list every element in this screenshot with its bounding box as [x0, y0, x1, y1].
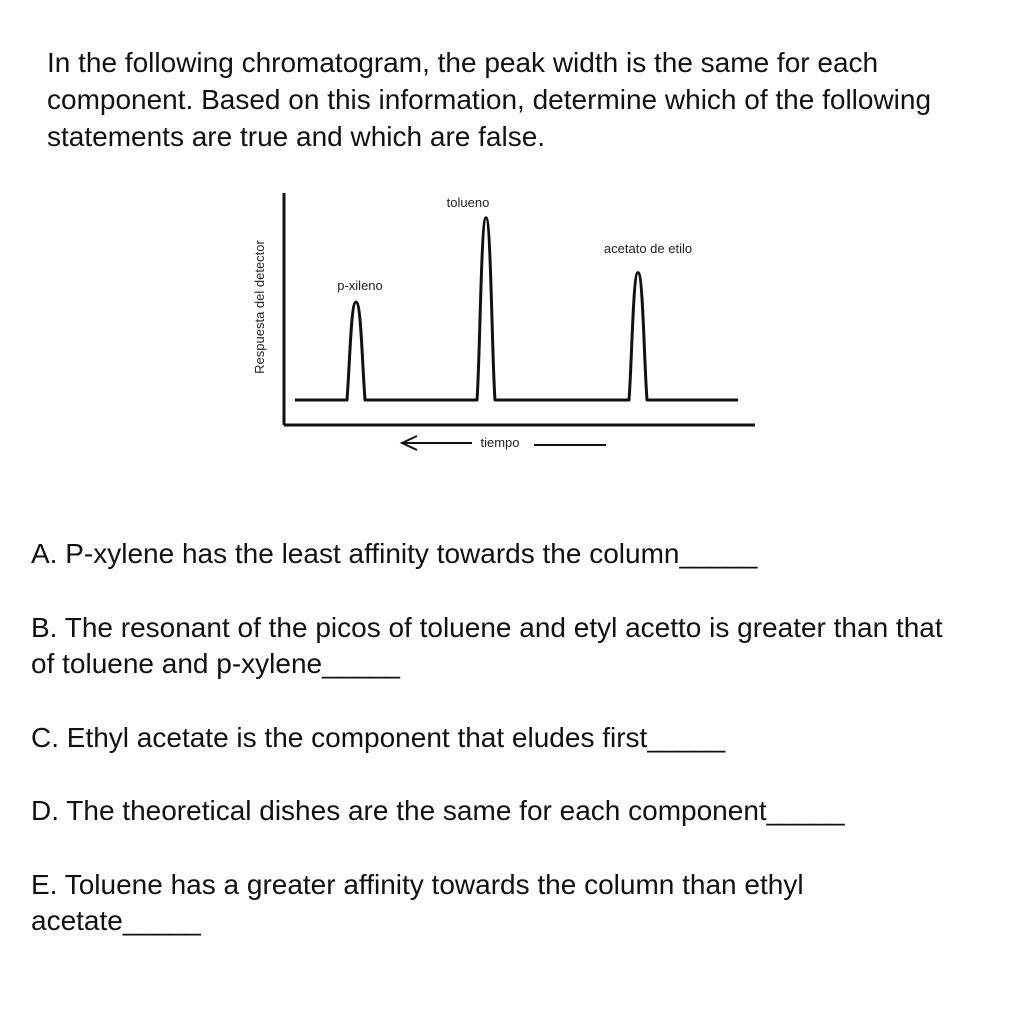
y-axis-label: Respuesta del detector: [252, 240, 267, 374]
question-e: E. Toluene has a greater affinity towards the column than ethyl acetate_____: [31, 869, 804, 936]
peak-label-tolueno: tolueno: [446, 195, 490, 210]
peak-label-p-xileno: p-xileno: [337, 278, 383, 293]
chromatogram-chart: [240, 185, 770, 460]
peak-label-acetato-de-etilo: acetato de etilo: [603, 241, 693, 256]
question-c: C. Ethyl acetate is the component that eludes first_____: [31, 722, 726, 753]
question-intro: In the following chromatogram, the peak width is the same for each component. Based on this information, determine which of the following statements are true and which are false.: [47, 47, 932, 152]
question-a: A. P-xylene has the least affinity towards the column_____: [31, 538, 758, 569]
question-b: B. The resonant of the picos of toluene and etyl acetto is greater than that of toluene and p-xylene_____: [31, 612, 943, 679]
question-d: D. The theoretical dishes are the same for each component_____: [31, 795, 845, 826]
x-axis-label: tiempo: [480, 435, 520, 450]
